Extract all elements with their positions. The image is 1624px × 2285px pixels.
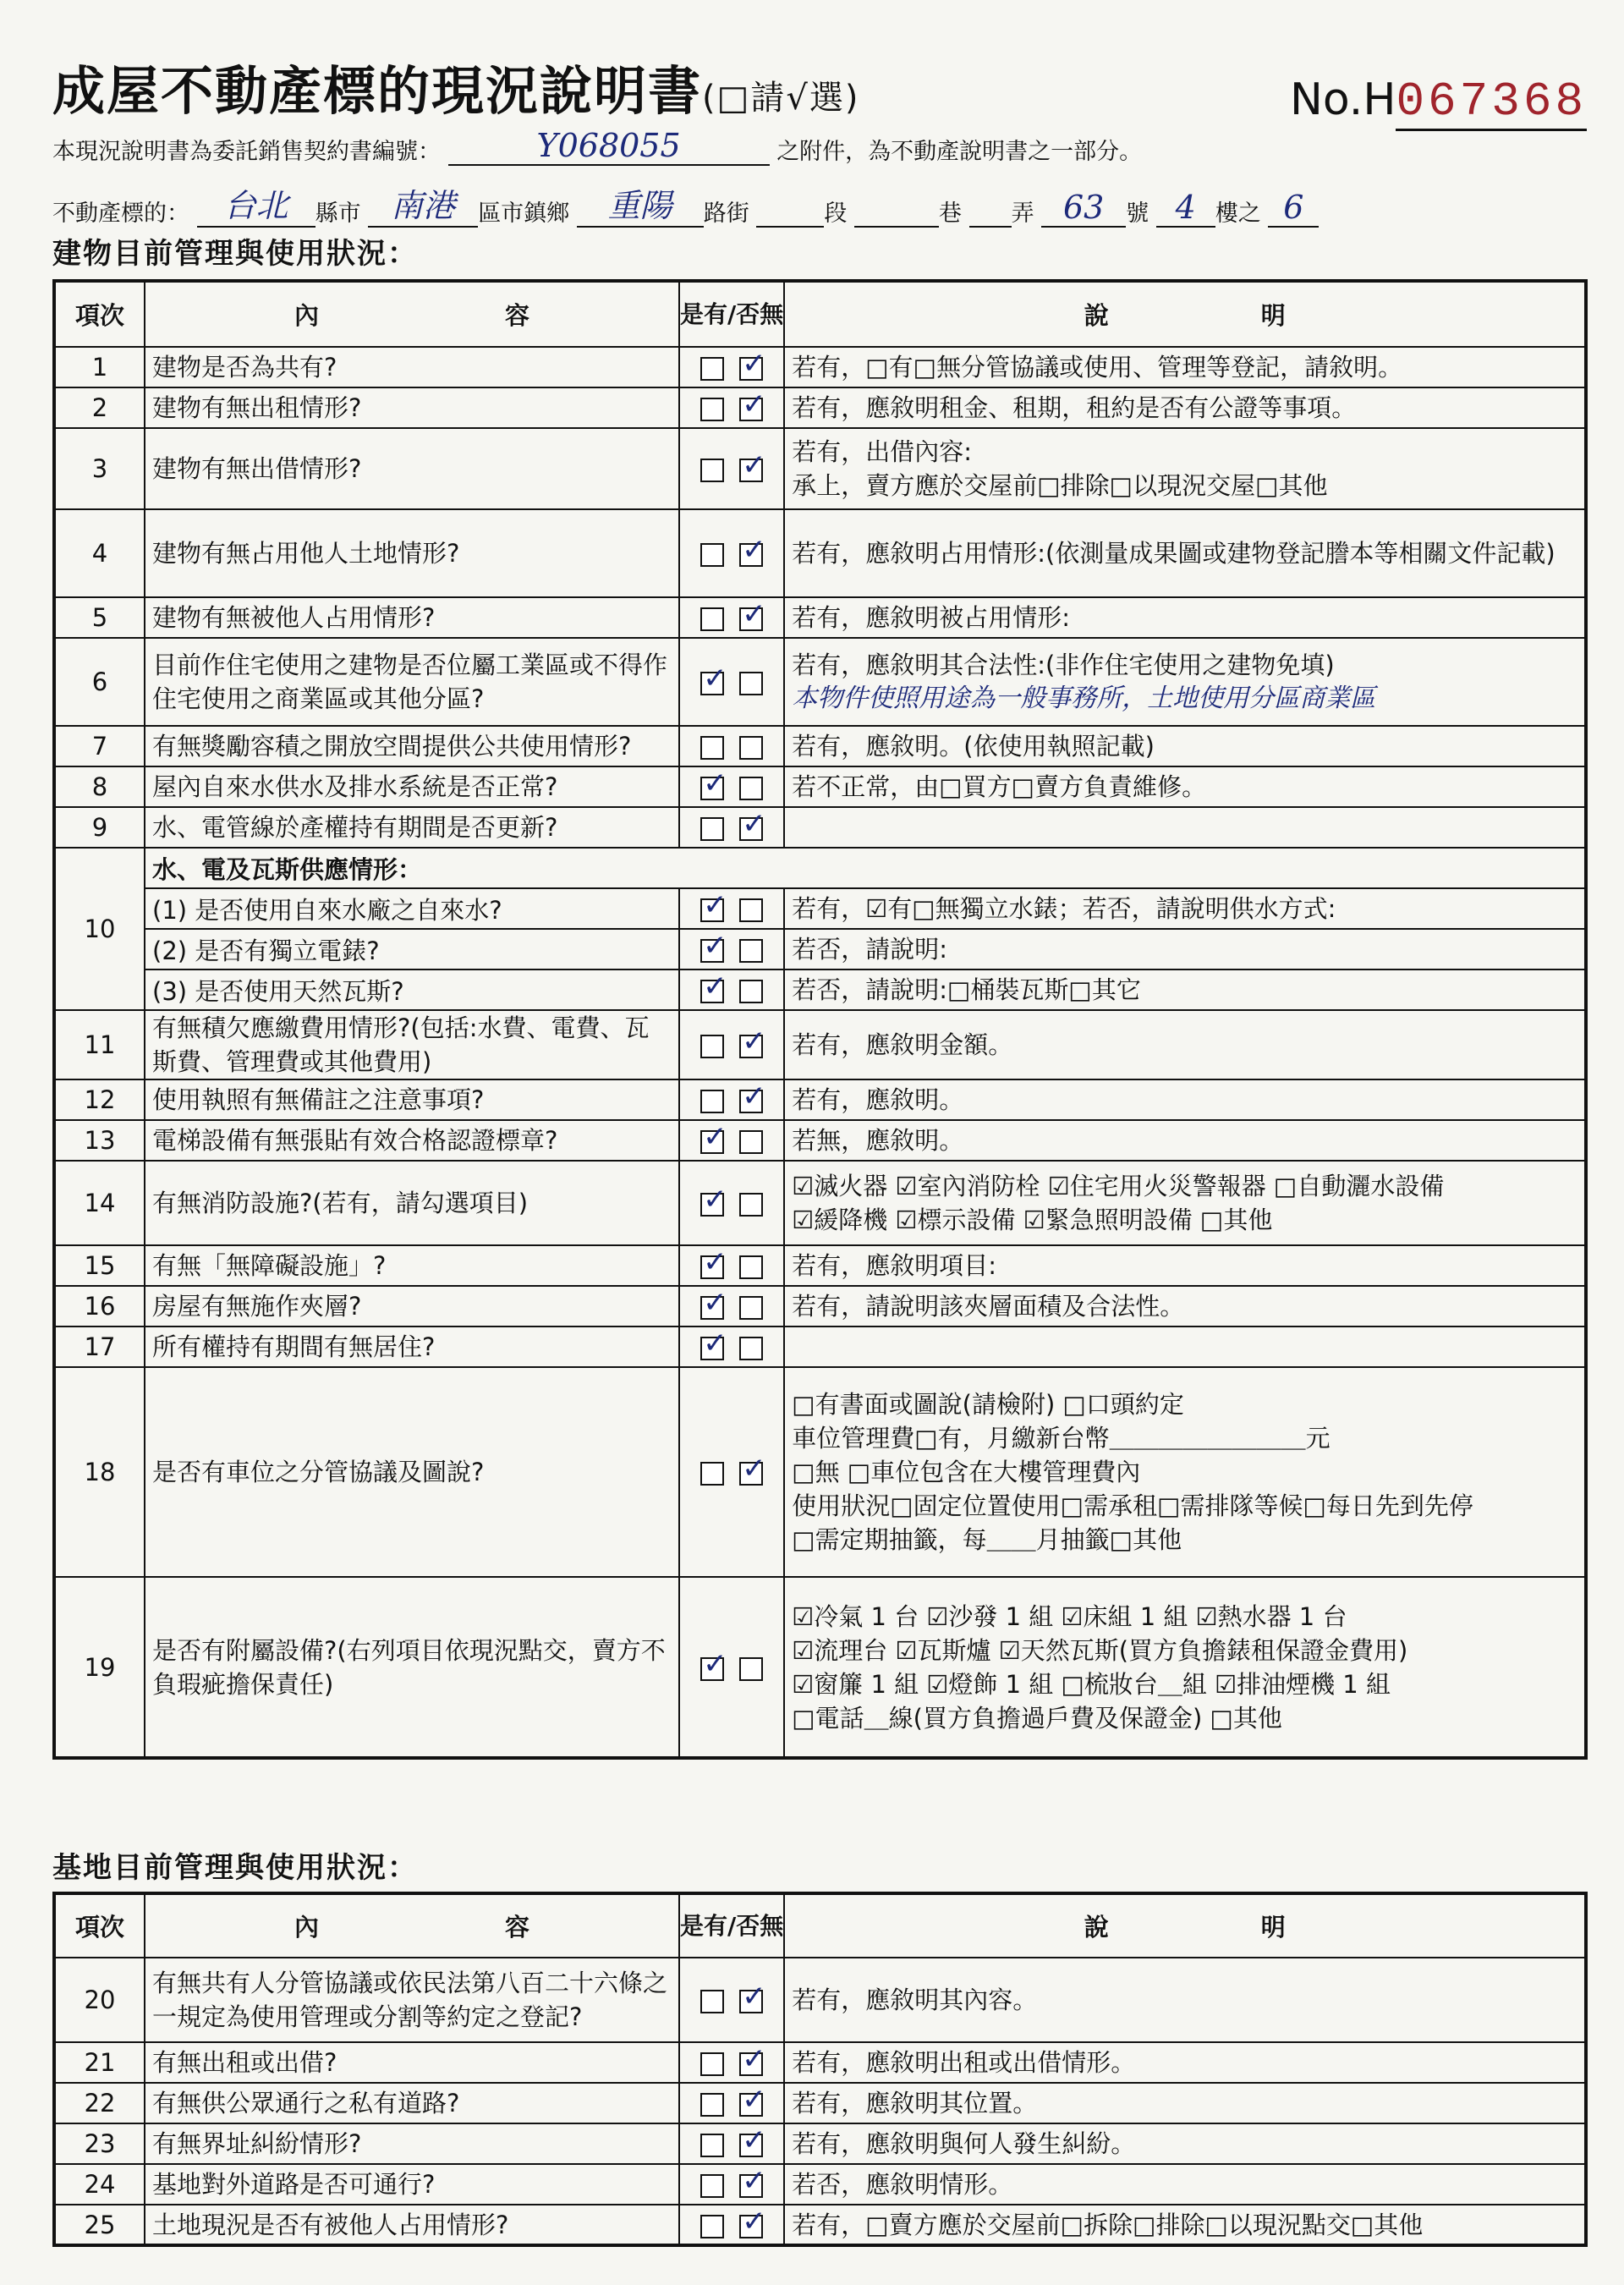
item-number: 8 bbox=[54, 766, 145, 807]
item-number: 21 bbox=[54, 2042, 145, 2083]
explanation-line: □無 □車位包含在大樓管理費內 bbox=[792, 1458, 1141, 1486]
item-explanation bbox=[784, 2205, 1586, 2245]
col-content-header bbox=[145, 281, 679, 347]
yes-no-cell bbox=[679, 766, 784, 807]
item-question: 電梯設備有無張貼有效合格認證標章? bbox=[145, 1120, 679, 1161]
land-col-explain-a: 說 bbox=[1084, 1913, 1109, 1942]
item-heading: 水、電及瓦斯供應情形： bbox=[145, 848, 1586, 888]
explanation-line: 若不正常，由□買方□賣方負責維修。 bbox=[792, 772, 1207, 801]
yes-no-cell bbox=[679, 2083, 784, 2123]
explanation-line: □有書面或圖說(請檢附) □口頭約定 bbox=[792, 1390, 1184, 1419]
explanation-line: ☑流理台 ☑瓦斯爐 ☑天然瓦斯(買方負擔錶租保證金費用) bbox=[792, 1635, 1408, 1665]
item-explanation bbox=[784, 1577, 1586, 1758]
no-checkbox[interactable] bbox=[739, 736, 763, 760]
alley-label: 弄 bbox=[1011, 200, 1034, 227]
city-field[interactable]: 台北 bbox=[197, 179, 315, 228]
yes-no-cell bbox=[679, 428, 784, 509]
no-checkbox[interactable] bbox=[739, 2093, 763, 2117]
handwritten-note[interactable]: 本物件使照用途為一般事務所，土地使用分區商業區 bbox=[792, 684, 1376, 713]
yes-no-cell bbox=[679, 1577, 784, 1758]
number-label: 號 bbox=[1126, 200, 1149, 227]
item-explanation bbox=[784, 807, 1586, 848]
yes-checkbox[interactable] bbox=[700, 1255, 724, 1279]
item-number: 19 bbox=[54, 1577, 145, 1758]
number-field[interactable]: 63 bbox=[1041, 189, 1126, 228]
table-sub-row bbox=[54, 888, 1586, 929]
yes-no-cell bbox=[679, 969, 784, 1010]
section-label: 段 bbox=[824, 200, 848, 227]
yes-checkbox[interactable] bbox=[700, 543, 724, 567]
no-checkbox[interactable] bbox=[739, 2134, 763, 2157]
item-question: 土地現況是否有被他人占用情形? bbox=[145, 2205, 679, 2245]
item-explanation bbox=[784, 2083, 1586, 2123]
land-col-no-ans: 否無 bbox=[736, 1911, 784, 1940]
item-number: 2 bbox=[54, 387, 145, 428]
yes-no-cell bbox=[679, 2123, 784, 2164]
item-explanation bbox=[784, 2164, 1586, 2205]
item-explanation bbox=[784, 638, 1586, 726]
table-row bbox=[54, 1327, 1586, 1367]
col-explain-header bbox=[784, 281, 1586, 347]
no-checkbox[interactable] bbox=[739, 898, 763, 922]
yes-checkbox[interactable] bbox=[700, 777, 724, 800]
land-table bbox=[52, 1892, 1588, 2247]
item-number: 22 bbox=[54, 2083, 145, 2123]
no-checkbox[interactable] bbox=[739, 939, 763, 963]
yes-no-cell bbox=[679, 2205, 784, 2245]
item-question: 房屋有無施作夾層? bbox=[145, 1286, 679, 1327]
item-explanation bbox=[784, 1010, 1586, 1079]
col-content-b: 容 bbox=[505, 301, 530, 330]
item-question: 使用執照有無備註之注意事項? bbox=[145, 1079, 679, 1120]
table-row bbox=[54, 2123, 1586, 2164]
item-explanation bbox=[784, 2123, 1586, 2164]
item-question: 水、電管線於產權持有期間是否更新? bbox=[145, 807, 679, 848]
yes-no-cell bbox=[679, 1010, 784, 1079]
item-number: 11 bbox=[54, 1010, 145, 1079]
land-col-content-b: 容 bbox=[505, 1913, 530, 1942]
item-number: 9 bbox=[54, 807, 145, 848]
land-col-content-a: 內 bbox=[294, 1913, 319, 1942]
no-checkbox[interactable] bbox=[739, 777, 763, 800]
explanation-line: ☑窗簾 1 組 ☑燈飾 1 組 □梳妝台＿組 ☑排油煙機 1 組 bbox=[792, 1669, 1391, 1699]
floor-sub-field[interactable]: 6 bbox=[1268, 189, 1319, 228]
item-explanation bbox=[784, 766, 1586, 807]
explanation-line: 若有，出借內容: bbox=[792, 437, 973, 466]
item-question: 是否有附屬設備?(右列項目依現況點交，賣方不負瑕疵擔保責任) bbox=[145, 1577, 679, 1758]
explanation-line: 若有，應敘明其合法性:(非作住宅使用之建物免填) bbox=[792, 651, 1335, 679]
yes-no-cell bbox=[679, 1120, 784, 1161]
yes-no-cell bbox=[679, 2042, 784, 2083]
land-col-explain-b: 明 bbox=[1260, 1913, 1286, 1942]
serial-value: 067368 bbox=[1396, 74, 1587, 131]
yes-checkbox[interactable] bbox=[700, 607, 724, 631]
contract-line bbox=[52, 127, 1142, 166]
item-question: 建物有無被他人占用情形? bbox=[145, 597, 679, 638]
item-question: 有無積欠應繳費用情形?(包括:水費、電費、瓦斯費、管理費或其他費用) bbox=[145, 1010, 679, 1079]
explanation-line: 若有，請說明該夾層面積及合法性。 bbox=[792, 1292, 1185, 1321]
yes-checkbox[interactable] bbox=[700, 1193, 724, 1217]
col-no-header: 項次 bbox=[54, 281, 145, 347]
item-question: 有無消防設施?(若有，請勾選項目) bbox=[145, 1161, 679, 1245]
yes-no-cell bbox=[679, 509, 784, 597]
col-no-ans: 否無 bbox=[736, 299, 784, 328]
yes-no-cell bbox=[679, 929, 784, 969]
yes-no-cell bbox=[679, 1286, 784, 1327]
county-label: 縣市 bbox=[315, 200, 361, 227]
item-explanation: 若有，☑有□無獨立水錶；若否，請說明供水方式: bbox=[784, 888, 1586, 929]
yes-checkbox[interactable] bbox=[700, 1130, 724, 1154]
item-number: 18 bbox=[54, 1367, 145, 1577]
land-col-no-header: 項次 bbox=[54, 1893, 145, 1958]
explanation-line: 若有，應敘明其內容。 bbox=[792, 1986, 1038, 2014]
item-question: 建物有無出租情形? bbox=[145, 387, 679, 428]
no-checkbox[interactable] bbox=[739, 398, 763, 421]
yes-checkbox[interactable] bbox=[700, 1337, 724, 1360]
yes-no-cell bbox=[679, 347, 784, 387]
yes-checkbox[interactable] bbox=[700, 1462, 724, 1486]
item-question: 有無出租或出借? bbox=[145, 2042, 679, 2083]
district-label: 區市鎮鄉 bbox=[478, 200, 570, 227]
table-row bbox=[54, 2164, 1586, 2205]
table-sub-row bbox=[54, 929, 1586, 969]
contract-number[interactable]: Y068055 bbox=[448, 127, 770, 166]
explanation-line: 若有，應敘明被占用情形: bbox=[792, 603, 1071, 632]
item-explanation bbox=[784, 1079, 1586, 1120]
yes-no-cell bbox=[679, 726, 784, 766]
title-text: 成屋不動產標的現況說明書 bbox=[52, 60, 703, 122]
explanation-line: ☑滅火器 ☑室內消防栓 ☑住宅用火災警報器 □自動灑水設備 bbox=[792, 1172, 1445, 1200]
item-question: 有無供公眾通行之私有道路? bbox=[145, 2083, 679, 2123]
no-checkbox[interactable] bbox=[739, 459, 763, 482]
item-number: 6 bbox=[54, 638, 145, 726]
table-row bbox=[54, 638, 1586, 726]
item-explanation bbox=[784, 1327, 1586, 1367]
yes-no-cell bbox=[679, 807, 784, 848]
col-content-a: 內 bbox=[294, 301, 319, 330]
floor-field[interactable]: 4 bbox=[1156, 189, 1215, 228]
explanation-line: 若否，應敘明情形。 bbox=[792, 2170, 1013, 2199]
item-explanation bbox=[784, 1367, 1586, 1577]
explanation-line: 若有，應敘明其位置。 bbox=[792, 2089, 1038, 2117]
explanation-line: □需定期抽籤，每＿＿月抽籤□其他 bbox=[792, 1525, 1182, 1554]
item-explanation: 若否，請說明:□桶裝瓦斯□其它 bbox=[784, 969, 1586, 1010]
item-number: 1 bbox=[54, 347, 145, 387]
item-question: 有無共有人分管協議或依民法第八百二十六條之一規定為使用管理或分割等約定之登記? bbox=[145, 1958, 679, 2042]
yes-no-cell bbox=[679, 597, 784, 638]
explanation-line: 若有，應敘明出租或出借情形。 bbox=[792, 2048, 1136, 2077]
table-row bbox=[54, 726, 1586, 766]
yes-no-cell bbox=[679, 2164, 784, 2205]
no-checkbox[interactable] bbox=[739, 672, 763, 695]
table-row bbox=[54, 1367, 1586, 1577]
yes-checkbox[interactable] bbox=[700, 939, 724, 963]
table-row bbox=[54, 766, 1586, 807]
item-number: 14 bbox=[54, 1161, 145, 1245]
item-question: (3) 是否使用天然瓦斯? bbox=[145, 969, 679, 1010]
explanation-line: 若有，應敘明。(依使用執照記載) bbox=[792, 732, 1155, 761]
no-checkbox[interactable] bbox=[739, 1296, 763, 1320]
table-row bbox=[54, 848, 1586, 888]
yes-no-cell bbox=[679, 1958, 784, 2042]
yes-checkbox[interactable] bbox=[700, 898, 724, 922]
yes-no-cell bbox=[679, 1161, 784, 1245]
table-sub-row bbox=[54, 969, 1586, 1010]
item-question: 目前作住宅使用之建物是否位屬工業區或不得作住宅使用之商業區或其他分區? bbox=[145, 638, 679, 726]
yes-checkbox[interactable] bbox=[700, 2134, 724, 2157]
no-checkbox[interactable] bbox=[739, 2174, 763, 2198]
explanation-line: 若有，應敘明項目: bbox=[792, 1251, 997, 1280]
table-row bbox=[54, 1010, 1586, 1079]
item-number: 23 bbox=[54, 2123, 145, 2164]
item-question: 建物是否為共有? bbox=[145, 347, 679, 387]
explanation-line: 車位管理費□有，月繳新台幣＿＿＿＿＿＿＿＿元 bbox=[792, 1424, 1330, 1453]
yes-no-cell bbox=[679, 1367, 784, 1577]
road-label: 路街 bbox=[703, 200, 749, 227]
yes-no-cell bbox=[679, 888, 784, 929]
explanation-line: □電話＿線(買方負擔過戶費及保證金) □其他 bbox=[792, 1703, 1282, 1733]
item-explanation bbox=[784, 428, 1586, 509]
yes-no-cell bbox=[679, 1079, 784, 1120]
table-row bbox=[54, 1161, 1586, 1245]
building-table bbox=[52, 279, 1588, 1760]
item-number: 4 bbox=[54, 509, 145, 597]
item-number: 12 bbox=[54, 1079, 145, 1120]
col-yes: 是有 bbox=[680, 299, 728, 328]
floor-label: 樓之 bbox=[1215, 200, 1261, 227]
yes-checkbox[interactable] bbox=[700, 1296, 724, 1320]
yes-checkbox[interactable] bbox=[700, 459, 724, 482]
road-field[interactable]: 重陽 bbox=[577, 179, 704, 228]
explanation-line: 若有，□賣方應於交屋前□拆除□排除□以現況點交□其他 bbox=[792, 2210, 1424, 2239]
yes-checkbox[interactable] bbox=[700, 672, 724, 695]
item-number: 3 bbox=[54, 428, 145, 509]
lane-label: 巷 bbox=[938, 200, 962, 227]
contract-suffix: 之附件，為不動產說明書之一部分。 bbox=[776, 139, 1143, 165]
yes-checkbox[interactable] bbox=[700, 2052, 724, 2076]
table-row bbox=[54, 2205, 1586, 2245]
title-option: (□請√選) bbox=[702, 79, 860, 118]
no-checkbox[interactable] bbox=[739, 543, 763, 567]
explanation-line: 承上，賣方應於交屋前□排除□以現況交屋□其他 bbox=[792, 471, 1328, 500]
yes-checkbox[interactable] bbox=[700, 817, 724, 841]
yes-checkbox[interactable] bbox=[700, 2093, 724, 2117]
yes-checkbox[interactable] bbox=[700, 1990, 724, 2013]
table-row bbox=[54, 807, 1586, 848]
item-number: 7 bbox=[54, 726, 145, 766]
yes-checkbox[interactable] bbox=[700, 2215, 724, 2238]
item-number: 17 bbox=[54, 1327, 145, 1367]
table-row bbox=[54, 428, 1586, 509]
item-question: 基地對外道路是否可通行? bbox=[145, 2164, 679, 2205]
table-row bbox=[54, 1079, 1586, 1120]
land-col-yes: 是有 bbox=[680, 1911, 728, 1940]
explanation-line: 若有，應敘明。 bbox=[792, 1085, 964, 1114]
item-explanation bbox=[784, 1161, 1586, 1245]
no-checkbox[interactable] bbox=[739, 1990, 763, 2013]
item-question: 有無「無障礙設施」? bbox=[145, 1245, 679, 1286]
item-explanation bbox=[784, 597, 1586, 638]
no-checkbox[interactable] bbox=[739, 1193, 763, 1217]
explanation-line: 若有，應敘明與何人發生糾紛。 bbox=[792, 2129, 1136, 2158]
table-row bbox=[54, 1577, 1586, 1758]
item-number: 13 bbox=[54, 1120, 145, 1161]
explanation-line: 若有，應敘明占用情形:(依測量成果圖或建物登記謄本等相關文件記載) bbox=[792, 539, 1555, 568]
no-checkbox[interactable] bbox=[739, 1462, 763, 1486]
item-explanation bbox=[784, 387, 1586, 428]
table-row bbox=[54, 387, 1586, 428]
no-checkbox[interactable] bbox=[739, 817, 763, 841]
no-checkbox[interactable] bbox=[739, 357, 763, 381]
explanation-line: 若無，應敘明。 bbox=[792, 1126, 964, 1155]
yes-checkbox[interactable] bbox=[700, 1657, 724, 1681]
land-col-content-header bbox=[145, 1893, 679, 1958]
table-row bbox=[54, 1958, 1586, 2042]
yes-checkbox[interactable] bbox=[700, 736, 724, 760]
table-row bbox=[54, 1286, 1586, 1327]
building-section-heading: 建物目前管理與使用狀況： bbox=[52, 237, 418, 271]
explanation-line: 若有，應敘明租金、租期，租約是否有公證等事項。 bbox=[792, 393, 1357, 422]
item-explanation bbox=[784, 1286, 1586, 1327]
no-checkbox[interactable] bbox=[739, 1255, 763, 1279]
item-question: 建物有無出借情形? bbox=[145, 428, 679, 509]
serial-number bbox=[1290, 74, 1587, 129]
land-col-explain-header bbox=[784, 1893, 1586, 1958]
item-explanation bbox=[784, 347, 1586, 387]
item-question: 有無獎勵容積之開放空間提供公共使用情形? bbox=[145, 726, 679, 766]
no-checkbox[interactable] bbox=[739, 1657, 763, 1681]
yes-checkbox[interactable] bbox=[700, 1090, 724, 1113]
yes-checkbox[interactable] bbox=[700, 2174, 724, 2198]
item-explanation bbox=[784, 1958, 1586, 2042]
table-row bbox=[54, 509, 1586, 597]
property-line bbox=[52, 179, 1319, 228]
item-question: 所有權持有期間有無居住? bbox=[145, 1327, 679, 1367]
item-number: 24 bbox=[54, 2164, 145, 2205]
item-explanation bbox=[784, 2042, 1586, 2083]
no-checkbox[interactable] bbox=[739, 1130, 763, 1154]
contract-label: 本現況說明書為委託銷售契約書編號： bbox=[52, 139, 441, 165]
item-question: (2) 是否有獨立電錶? bbox=[145, 929, 679, 969]
table-row bbox=[54, 1245, 1586, 1286]
table-row bbox=[54, 2042, 1586, 2083]
yes-no-cell bbox=[679, 638, 784, 726]
table-row bbox=[54, 347, 1586, 387]
item-explanation bbox=[784, 509, 1586, 597]
item-number: 10 bbox=[54, 848, 145, 1010]
item-explanation bbox=[784, 1245, 1586, 1286]
land-section-heading: 基地目前管理與使用狀況： bbox=[52, 1851, 418, 1885]
table-header-row bbox=[54, 281, 1586, 347]
item-number: 15 bbox=[54, 1245, 145, 1286]
table-row bbox=[54, 2083, 1586, 2123]
col-yesno-header: 是有/否無 bbox=[679, 281, 784, 347]
no-checkbox[interactable] bbox=[739, 2215, 763, 2238]
serial-prefix: No.H bbox=[1290, 74, 1396, 125]
yes-checkbox[interactable] bbox=[700, 1035, 724, 1058]
col-explain-b: 明 bbox=[1260, 301, 1286, 330]
item-number: 20 bbox=[54, 1958, 145, 2042]
district-field[interactable]: 南港 bbox=[368, 179, 478, 228]
explanation-line: 使用狀況□固定位置使用□需承租□需排隊等候□每日先到先停 bbox=[792, 1491, 1473, 1520]
yes-no-cell bbox=[679, 1245, 784, 1286]
yes-no-cell bbox=[679, 387, 784, 428]
yes-no-cell bbox=[679, 1327, 784, 1367]
yes-checkbox[interactable] bbox=[700, 357, 724, 381]
item-explanation bbox=[784, 1120, 1586, 1161]
form-title bbox=[52, 49, 860, 124]
yes-checkbox[interactable] bbox=[700, 398, 724, 421]
land-header-row bbox=[54, 1893, 1586, 1958]
no-checkbox[interactable] bbox=[739, 980, 763, 1003]
explanation-line: ☑緩降機 ☑標示設備 ☑緊急照明設備 □其他 bbox=[792, 1206, 1273, 1234]
no-checkbox[interactable] bbox=[739, 1035, 763, 1058]
no-checkbox[interactable] bbox=[739, 607, 763, 631]
no-checkbox[interactable] bbox=[739, 1337, 763, 1360]
item-explanation: 若否，請說明: bbox=[784, 929, 1586, 969]
item-number: 5 bbox=[54, 597, 145, 638]
table-row bbox=[54, 1120, 1586, 1161]
table-row bbox=[54, 597, 1586, 638]
item-question: 有無界址糾紛情形? bbox=[145, 2123, 679, 2164]
no-checkbox[interactable] bbox=[739, 1090, 763, 1113]
explanation-line: 若有，□有□無分管協議或使用、管理等登記，請敘明。 bbox=[792, 353, 1403, 382]
no-checkbox[interactable] bbox=[739, 2052, 763, 2076]
yes-checkbox[interactable] bbox=[700, 980, 724, 1003]
item-question: 屋內自來水供水及排水系統是否正常? bbox=[145, 766, 679, 807]
item-explanation bbox=[784, 726, 1586, 766]
property-label: 不動產標的： bbox=[52, 200, 189, 227]
col-explain-a: 說 bbox=[1084, 301, 1109, 330]
land-col-yesno-header: 是有/否無 bbox=[679, 1893, 784, 1958]
item-number: 25 bbox=[54, 2205, 145, 2245]
item-number: 16 bbox=[54, 1286, 145, 1327]
item-question: 是否有車位之分管協議及圖說? bbox=[145, 1367, 679, 1577]
explanation-line: 若有，應敘明金額。 bbox=[792, 1030, 1013, 1059]
explanation-line: ☑冷氣 1 台 ☑沙發 1 組 ☑床組 1 組 ☑熱水器 1 台 bbox=[792, 1601, 1347, 1631]
item-question: 建物有無占用他人土地情形? bbox=[145, 509, 679, 597]
item-question: (1) 是否使用自來水廠之自來水? bbox=[145, 888, 679, 929]
